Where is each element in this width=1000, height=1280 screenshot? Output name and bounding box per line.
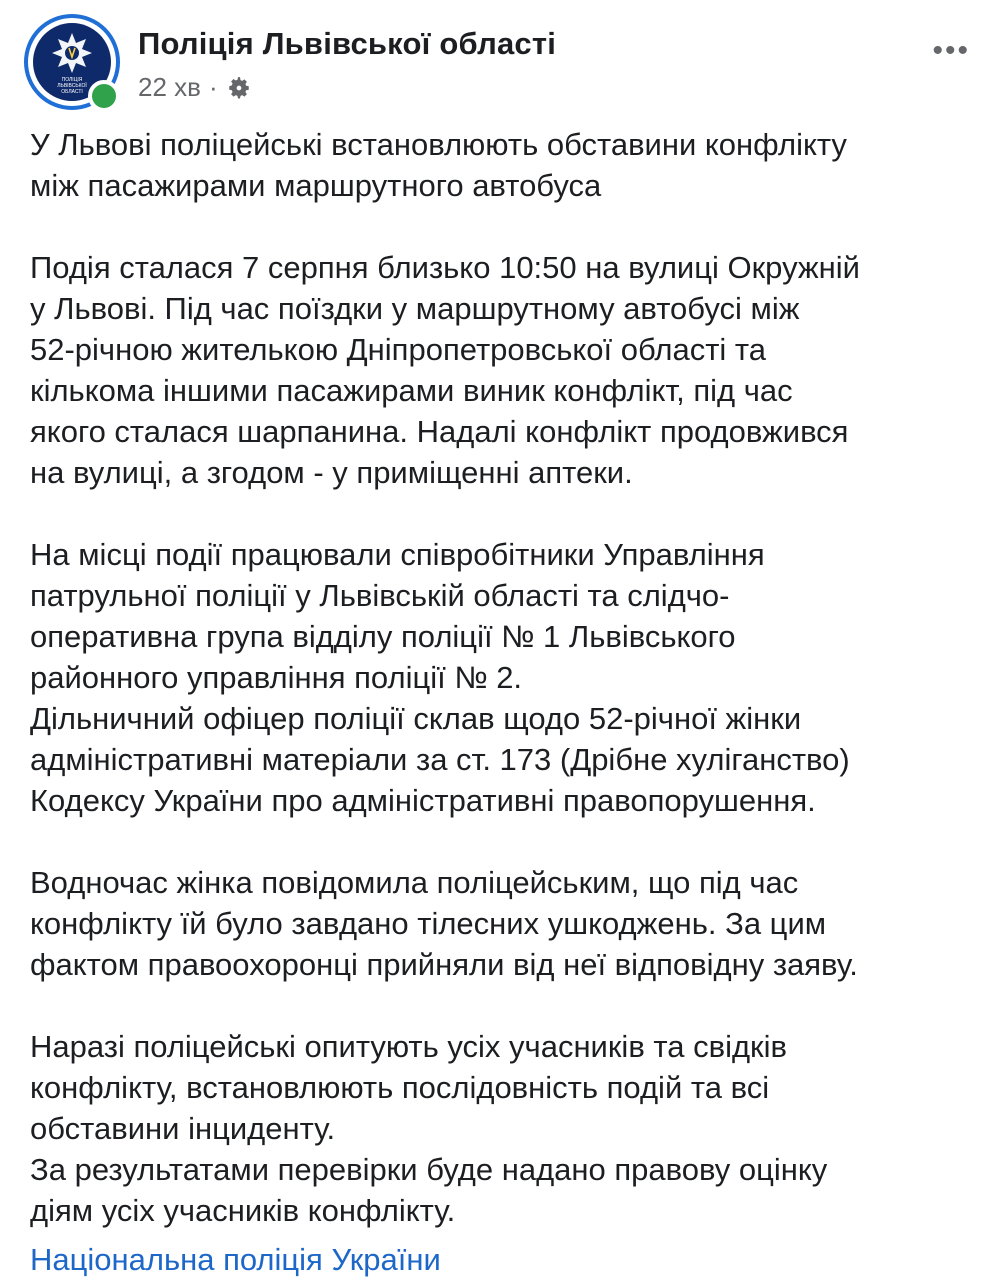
text-line: оперативна група відділу поліції № 1 Львівського: [30, 619, 736, 654]
text-line: конфлікту, встановлюють послідовність подій та всі: [30, 1070, 770, 1105]
text-line: обставини інциденту.: [30, 1111, 336, 1146]
online-status-icon: [88, 80, 120, 112]
national-police-link[interactable]: Національна поліція України: [30, 1242, 441, 1277]
text-line: між пасажирами маршрутного автобуса: [30, 168, 602, 203]
post-meta: [138, 72, 252, 103]
text-line: Наразі поліцейські опитують усіх учасників та свідків: [30, 1029, 787, 1064]
avatar-text-2: ЛЬВІВСЬКОЇ: [57, 83, 87, 89]
post-header: [24, 14, 1000, 114]
text-line: За результатами перевірки буде надано правову оцінку: [30, 1152, 828, 1187]
text-line: у Львові. Під час поїздки у маршрутному автобусі між: [30, 291, 800, 326]
avatar-text-3: ОБЛАСТІ: [61, 89, 83, 95]
paragraph-3: [30, 534, 975, 821]
text-line: патрульної поліції у Львівській області та слідчо-: [30, 578, 730, 613]
text-line: Подія сталася 7 серпня близько 10:50 на вулиці Окружній: [30, 250, 860, 285]
meta-separator: ·: [208, 72, 218, 102]
paragraph-2: [30, 247, 975, 493]
text-line: діям усіх учасників конфлікту.: [30, 1193, 456, 1228]
text-line: районного управління поліції № 2.: [30, 660, 523, 695]
paragraph-4: [30, 862, 975, 985]
page-avatar[interactable]: [24, 14, 120, 110]
text-line: кількома іншими пасажирами виник конфлікт, під час: [30, 373, 793, 408]
page-name-link[interactable]: Поліція Львівської області: [138, 26, 557, 61]
post-text: [30, 124, 975, 1280]
text-line: На місці події працювали співробітники Управління: [30, 537, 765, 572]
text-line: 52-річною жителькою Дніпропетровської області та: [30, 332, 766, 367]
text-line: адміністративні матеріали за ст. 173 (Дрібне хуліганство): [30, 742, 850, 777]
paragraph-5: [30, 1026, 975, 1231]
post-timestamp[interactable]: 22 хв: [138, 72, 201, 102]
avatar-text-1: ПОЛІЦІЯ: [61, 77, 83, 83]
audience-gear-icon[interactable]: [226, 75, 252, 101]
text-line: конфлікту їй було завдано тілесних ушкоджень. За цим: [30, 906, 827, 941]
text-line: на вулиці, а згодом - у приміщенні аптеки.: [30, 455, 633, 490]
paragraph-1: [30, 124, 975, 206]
more-options-icon[interactable]: •••: [932, 34, 970, 67]
text-line: Дільничний офіцер поліції склав щодо 52-річної жінки: [30, 701, 802, 736]
text-line: Кодексу України про адміністративні правопорушення.: [30, 783, 816, 818]
text-line: У Львові поліцейські встановлюють обставини конфлікту: [30, 127, 847, 162]
text-line: фактом правоохоронці прийняли від неї відповідну заяву.: [30, 947, 858, 982]
text-line: Водночас жінка повідомила поліцейським, що під час: [30, 865, 799, 900]
text-line: якого сталася шарпанина. Надалі конфлікт продовжився: [30, 414, 849, 449]
